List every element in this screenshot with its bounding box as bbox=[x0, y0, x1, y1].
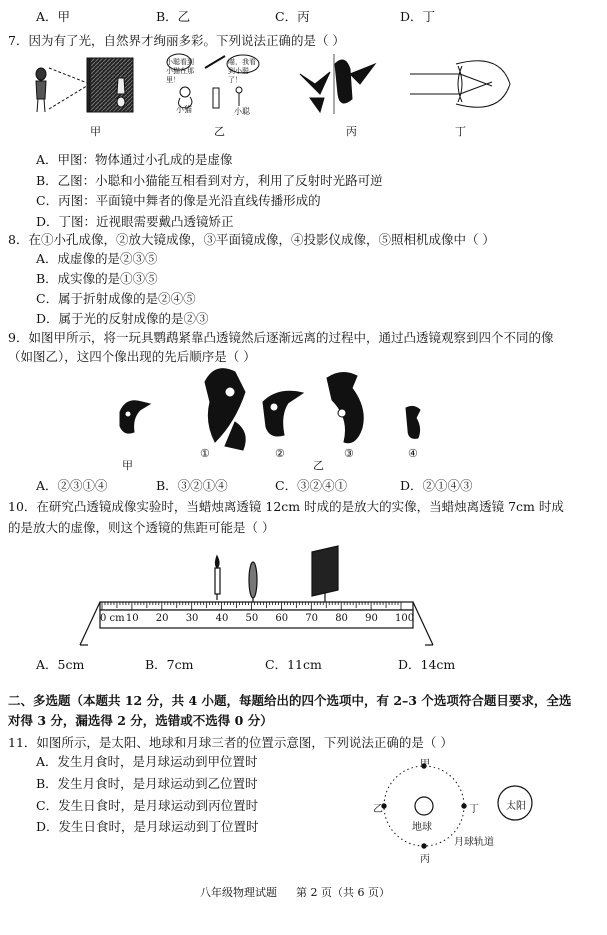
ruler-label: 100 bbox=[395, 613, 415, 624]
q7-yi-text-boy: 小聪 bbox=[234, 107, 250, 116]
q9-parrot-jia bbox=[112, 392, 152, 442]
q11-label-ding: 丁 bbox=[469, 804, 479, 815]
q8-stem: 8．在①小孔成像，②放大镜成像，③平面镜成像，④投影仪成像，⑤照相机成像中（ ） bbox=[8, 232, 495, 247]
ruler-label: 60 bbox=[275, 613, 289, 624]
q6-option-d: D．丁 bbox=[400, 9, 436, 24]
q9-label-1: ① bbox=[200, 447, 210, 460]
q7-figure-jia bbox=[27, 54, 137, 114]
q9-parrot-3 bbox=[322, 368, 372, 448]
q9-parrot-2 bbox=[258, 387, 308, 442]
ruler-label: 80 bbox=[335, 613, 348, 624]
q10-stem-line2: 的是放大的虚像，则这个透镜的焦距可能是（ ） bbox=[8, 520, 275, 535]
q10-stem-line1: 10．在研究凸透镜成像实验时，当蜡烛离透镜 12cm 时成的是放大的实像，当蜡烛离透镜 7cm 时成 bbox=[8, 499, 564, 514]
q9-option-a: A．②③①④ bbox=[36, 478, 108, 493]
q11-option-d: D．发生日食时，是月球运动到丁位置时 bbox=[36, 819, 259, 834]
q10-option-a: A．5cm bbox=[36, 657, 85, 672]
q7-fig-label-jia: 甲 bbox=[90, 125, 101, 138]
q11-label-orbit: 月球轨道 bbox=[454, 837, 494, 848]
q9-option-d: D．②①④③ bbox=[400, 478, 473, 493]
q11-label-jia: 甲 bbox=[420, 759, 430, 770]
moon-ding bbox=[462, 804, 466, 808]
q9-label-jia: 甲 bbox=[122, 459, 133, 472]
q10-option-c: C．11cm bbox=[265, 657, 322, 672]
moon-bing bbox=[422, 844, 426, 848]
ruler-label: 30 bbox=[185, 613, 199, 624]
q8-option-c: C．属于折射成像的是②④⑤ bbox=[36, 291, 196, 306]
q7-yi-text-cat: 小猫 bbox=[176, 105, 192, 114]
q9-option-b: B．③②①④ bbox=[156, 478, 228, 493]
q7-stem: 7．因为有了光，自然界才绚丽多彩。下列说法正确的是（ ） bbox=[8, 33, 345, 48]
q10-option-d: D．14cm bbox=[398, 657, 456, 672]
q7-yi-text-1: 小聪看到小猫在那里！ bbox=[166, 58, 194, 84]
earth bbox=[415, 797, 433, 815]
q11-option-c: C．发生日食时，是月球运动到丙位置时 bbox=[36, 798, 259, 813]
q7-option-c: C．丙图：平面镜中舞者的像是光沿直线传播形成的 bbox=[36, 193, 321, 208]
q9-label-3: ③ bbox=[344, 447, 354, 460]
q11-label-yi: 乙 bbox=[373, 804, 383, 815]
ruler-label: 10 bbox=[125, 613, 139, 624]
ruler-label: 50 bbox=[245, 613, 259, 624]
q11-label-bing: 丙 bbox=[420, 854, 430, 865]
q7-fig-label-ding: 丁 bbox=[455, 125, 466, 138]
ruler-label: 90 bbox=[365, 613, 378, 624]
q7-fig-label-yi: 乙 bbox=[214, 125, 225, 138]
q7-option-b: B．乙图：小聪和小猫能互相看到对方，利用了反射时光路可逆 bbox=[36, 173, 383, 188]
q6-option-c: C．丙 bbox=[275, 9, 310, 24]
q9-stem-line1: 9．如图甲所示，将一玩具鹦鹉紧靠凸透镜然后逐渐远离的过程中，通过凸透镜观察到四个不同的像 bbox=[8, 330, 554, 345]
section2-heading-line2: 对得 3 分，漏选得 2 分，选错或不选得 0 分） bbox=[8, 713, 273, 728]
q7-option-a: A．甲图：物体通过小孔成的是虚像 bbox=[36, 152, 233, 167]
q11-option-a: A．发生月食时，是月球运动到甲位置时 bbox=[36, 754, 258, 769]
q11-stem: 11．如图所示，是太阳、地球和月球三者的位置示意图，下列说法正确的是（ ） bbox=[8, 735, 453, 750]
footer-subject: 八年级物理试题 bbox=[200, 886, 277, 899]
q11-label-sun: 太阳 bbox=[506, 801, 526, 812]
q11-label-earth: 地球 bbox=[412, 822, 432, 833]
q10-option-b: B．7cm bbox=[145, 657, 194, 672]
q9-stem-line2: （如图乙），这四个像出现的先后顺序是（ ） bbox=[8, 349, 256, 364]
q7-fig-label-bing: 丙 bbox=[346, 125, 357, 138]
q6-option-b: B．乙 bbox=[156, 9, 191, 24]
q8-option-b: B．成实像的是①③⑤ bbox=[36, 271, 158, 286]
q9-parrot-4 bbox=[400, 404, 428, 442]
q9-parrot-1 bbox=[195, 362, 255, 452]
q9-label-yi: 乙 bbox=[313, 459, 324, 472]
q11-option-b: B．发生月食时，是月球运动到乙位置时 bbox=[36, 776, 258, 791]
q9-label-4: ④ bbox=[408, 447, 418, 460]
ruler-label: 0 cm bbox=[100, 613, 125, 624]
ruler-label: 70 bbox=[305, 613, 319, 624]
moon-orbit bbox=[384, 766, 464, 846]
q7-figure-bing bbox=[290, 54, 380, 114]
q7-figure-ding bbox=[410, 60, 520, 110]
q8-option-d: D．属于光的反射成像的是②③ bbox=[36, 311, 209, 326]
q10-optical-bench bbox=[80, 540, 520, 650]
footer-page: 第 2 页（共 6 页） bbox=[296, 886, 390, 899]
q7-option-d: D．丁图：近视眼需要戴凸透镜矫正 bbox=[36, 214, 234, 229]
q6-option-a: A．甲 bbox=[36, 9, 71, 24]
q7-yi-text-2: 喵，我看到小聪了！ bbox=[228, 58, 256, 84]
q8-option-a: A．成虚像的是②③⑤ bbox=[36, 251, 158, 266]
ruler-label: 40 bbox=[215, 613, 229, 624]
section2-heading-line1: 二、多选题（本题共 12 分，共 4 小题，每题给出的四个选项中，有 2–3 个选项符合题目要求，全选 bbox=[8, 693, 572, 708]
q11-orbit-diagram bbox=[380, 770, 580, 870]
q9-option-c: C．③②④① bbox=[275, 478, 348, 493]
q9-label-2: ② bbox=[275, 447, 285, 460]
ruler-label: 20 bbox=[155, 613, 169, 624]
